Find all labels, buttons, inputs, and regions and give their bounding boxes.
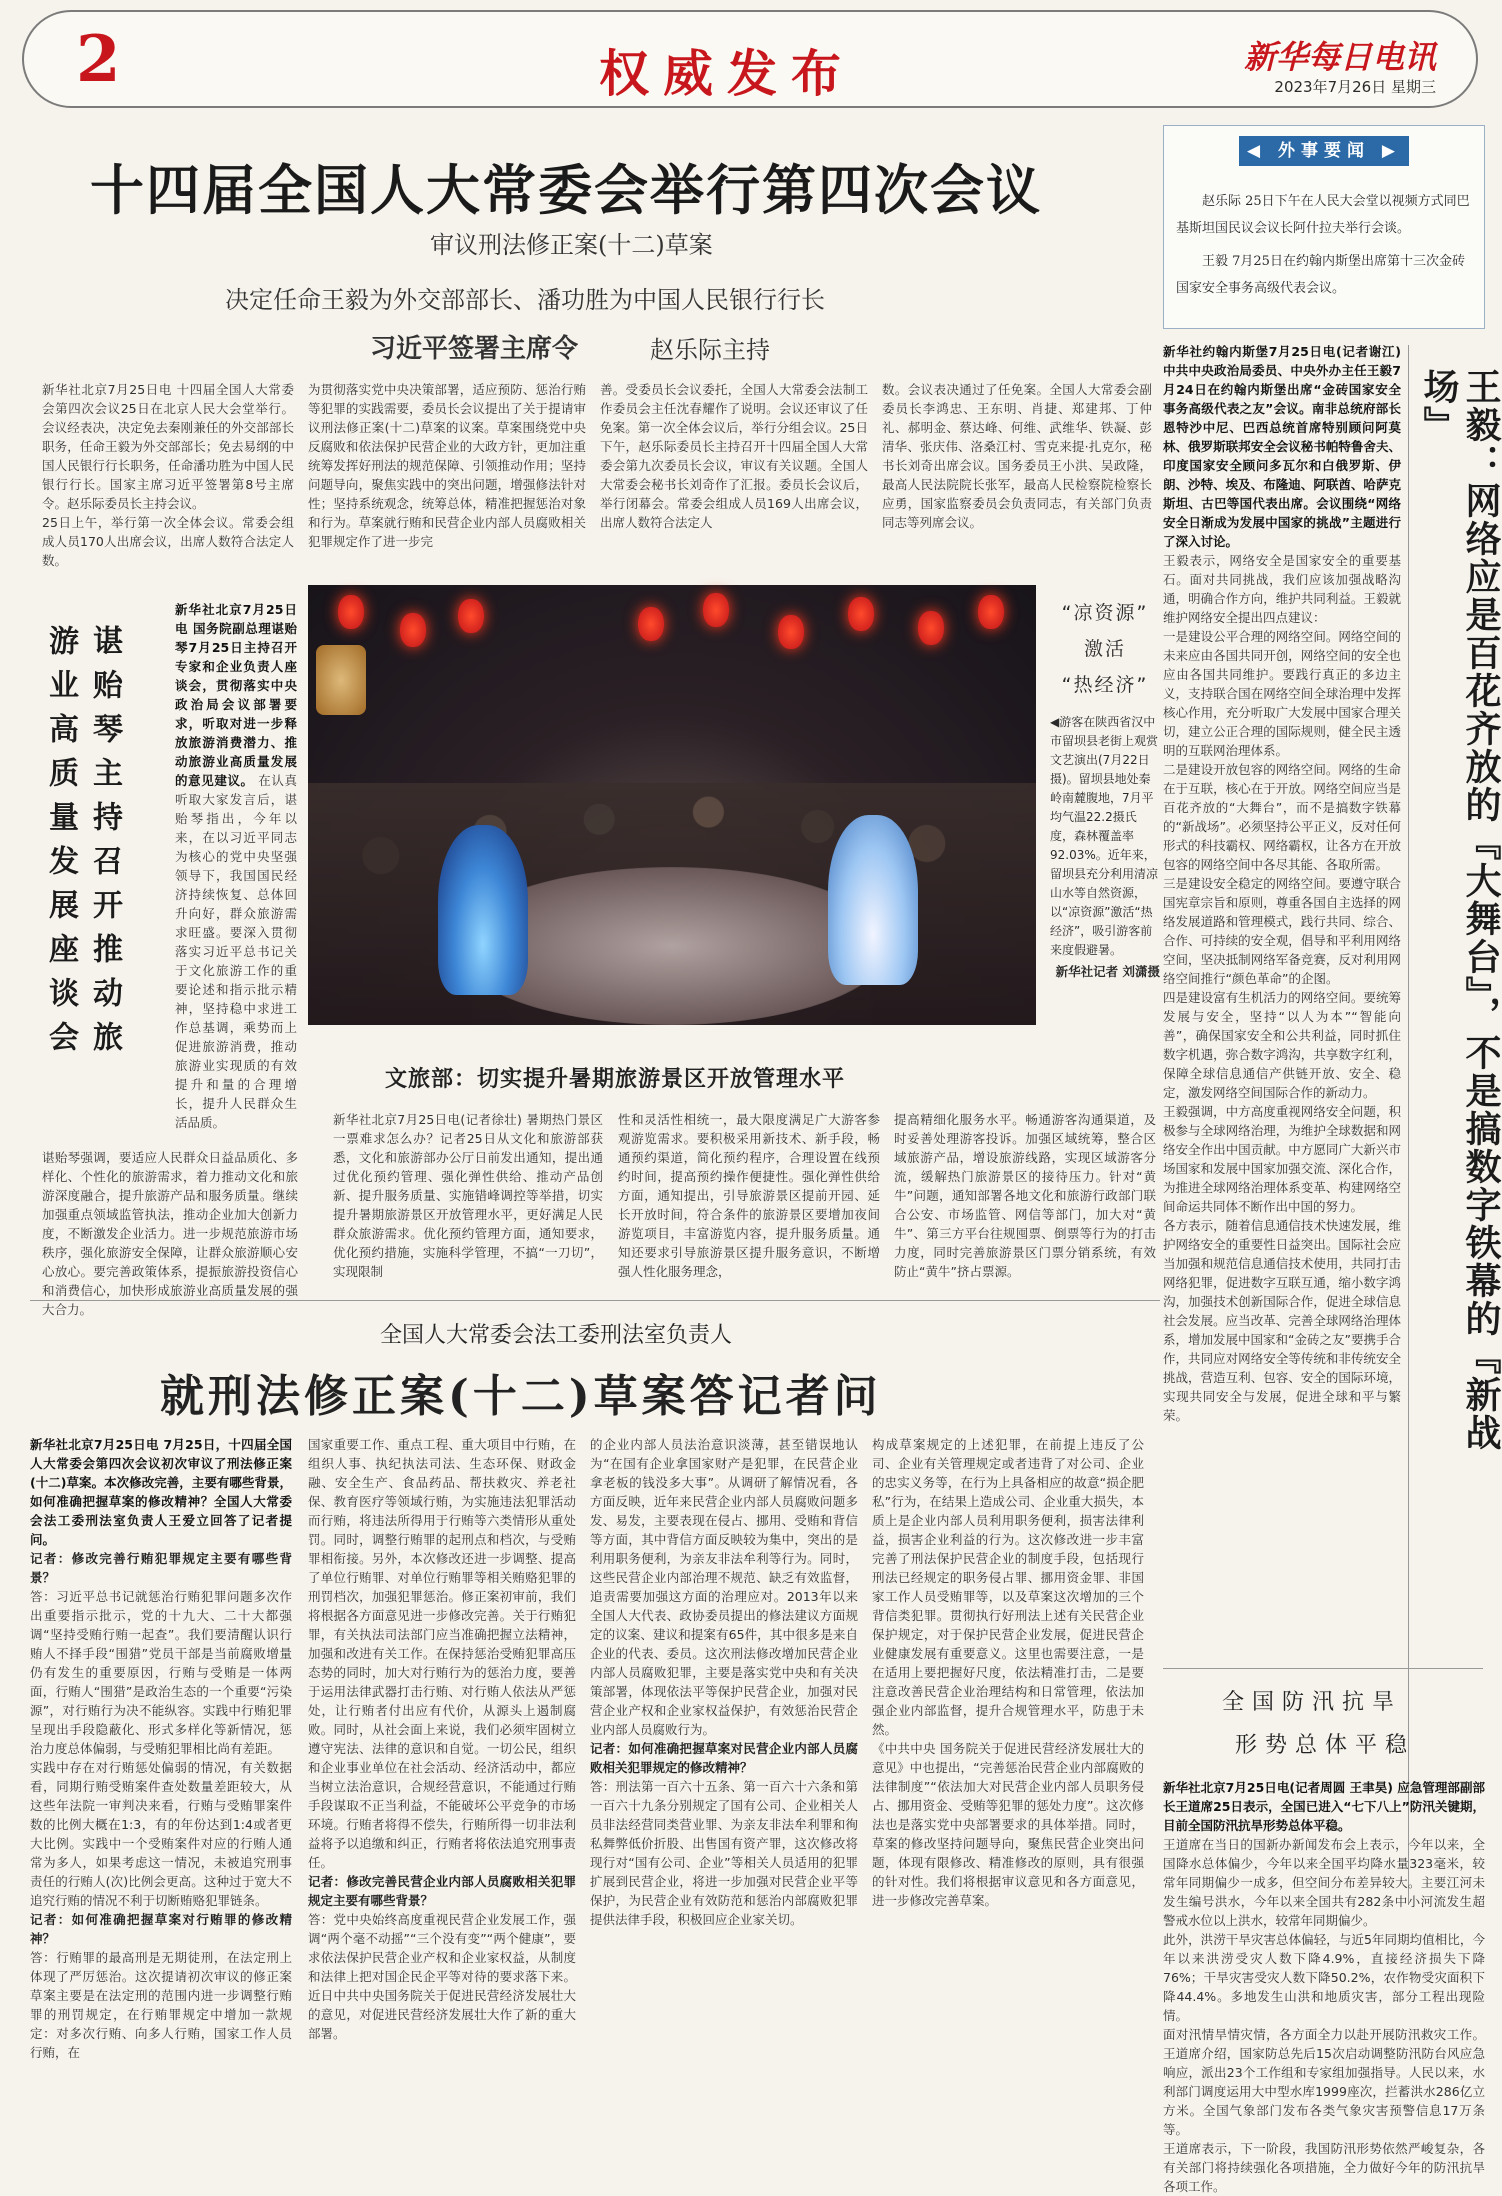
photo-side-title: “凉资源” [1061, 602, 1149, 624]
photo-side-caption [1050, 595, 1160, 983]
lead-subhead-4: 赵乐际主持 [650, 336, 770, 364]
interview-answer: 答：习近平总书记就惩治行贿犯罪问题多次作出重要指示批示，党的十九大、二十大都强调“坚持受贿行贿一起查”。我们要清醒认识行贿人不择手段“围猎”党员干部是当前腐败增量仍有发生的重要原因，行贿与受贿是一体两面，行贿人“围猎”是政治生态的一个重要“污染源”，对行贿行为决不能纵容。实践中行贿犯罪呈现出手段隐蔽化、形式多样化等新情况，惩治力度总体偏弱，与受贿犯罪相比尚有差距。 [30, 1589, 292, 1756]
brief-tag: ◀ 外事要闻 ▶ [1239, 136, 1409, 166]
interview-answer: 《中共中央 国务院关于促进民营经济发展壮大的意见》中也提出，“完善惩治民营企业内部腐败的法律制度”“依法加大对民营企业内部人员职务侵占、挪用资金、受贿等犯罪的惩处力度”。这次修法也是落实党中央部署要求的具体举措。同时，草案的修改坚持问题导向，聚焦民营企业突出问题，体现有限修改、精准修改的原则，具有很强的针对性。我们将根据审议意见和各方面意见，进一步修改完善草案。 [872, 1741, 1144, 1908]
photo-side-title: 激活 [1083, 638, 1126, 660]
lantern-decoration [918, 611, 944, 645]
wangyi-paragraph: 一是建设公平合理的网络空间。网络空间的未来应由各国共同开创，网络空间的安全也应由各国共同维护。要践行真正的多边主义，支持联合国在网络空间全球治理中发挥核心作用，充分听取广大发展中国家合理关切，建立公正合理的国际规则，健全民主透明的互联网治理体系。 [1163, 629, 1401, 758]
interview-column-3 [590, 1435, 858, 2163]
photo-credit: 新华社记者 刘潇摄 [1055, 964, 1160, 979]
interview-answer: 答：刑法第一百六十五条、第一百六十六条和第一百六十九条分别规定了国有公司、企业相关人员非法经营同类营业罪、为亲友非法牟利罪和徇私舞弊低价折股、出售国有资产罪，这次修改将现行对“国有公司、企业”等相关人员适用的犯罪扩展到民营企业，将进一步加强对民营企业平等保护，为民营企业有效防范和惩治内部腐败犯罪提供法律手段，积极回应企业家关切。 [590, 1779, 858, 1927]
interview-column-4 [872, 1435, 1144, 2163]
lead-paragraph: 25日上午，举行第一次全体会议。常委会组成人员170人出席会议，出席人数符合法定人数。 [42, 515, 294, 568]
wangyi-paragraph: 王毅表示，网络安全是国家安全的重要基石。面对共同挑战，我们应该加强战略沟通，明确合作方向，维护共同利益。王毅就维护网络安全提出四点建议： [1163, 553, 1401, 625]
lantern-decoration [458, 599, 484, 633]
wangyi-paragraph: 王毅强调，中方高度重视网络安全问题，积极参与全球网络治理，为维护全球数据和网络安全作出中国贡献。中方愿同广大新兴市场国家和发展中国家加强交流、深化合作，为推进全球网络治理体系变革、构建网络空间命运共同体不断作出中国的努力。 [1163, 1104, 1401, 1214]
lantern-decoration [778, 615, 804, 649]
lead-subhead-2: 决定任命王毅为外交部部长、潘功胜为中国人民银行行长 [225, 286, 825, 314]
section-divider [30, 1300, 1160, 1301]
lead-column-1 [42, 380, 294, 568]
interview-intro: 新华社北京7月25日电 7月25日，十四届全国人大常委会第四次会议初次审议了刑法修正案(十二)草案。本次修改完善，主要有哪些背景，如何准确把握草案的修改精神？全国人大常委会法工委刑法室负责人王爱立回答了记者提问。 [30, 1437, 292, 1547]
lead-headline: 十四届全国人大常委会举行第四次会议 [90, 158, 1042, 222]
interview-kicker: 全国人大常委会法工委刑法室负责人 [380, 1323, 733, 1348]
wangyi-paragraph: 各方表示，随着信息通信技术快速发展，维护网络安全的重要性日益突出。国际社会应当加强和规范信息通信技术使用，共同打击网络犯罪，促进数字互联互通，缩小数字鸿沟，加强技术创新国际合作，促进全球信息社会发展。应当改革、完善全球网络治理体系，增加发展中国家和“金砖之友”要携手合作，共同应对网络安全等传统和非传统安全挑战，营造互利、包容、安全的国际环境，实现共同安全与发展，促进全球和平与繁荣。 [1163, 1218, 1401, 1423]
page-number: 2 [76, 22, 121, 97]
lead-subhead-1: 审议刑法修正案(十二)草案 [430, 231, 713, 259]
interview-question: 记者：如何准确把握草案对民营企业内部人员腐败相关犯罪规定的修改精神？ [590, 1741, 858, 1775]
lantern-decoration [978, 595, 1004, 629]
section-title: 权威发布 [599, 44, 855, 103]
photo-side-title: “热经济” [1061, 674, 1149, 696]
tourism-forum-dateline: 新华社北京7月25日电 国务院副总理谌贻琴7月25日主持召开专家和企业负责人座谈会，贯彻落实中央政治局会议部署要求，听取对进一步释放旅游消费潜力、推动旅游业高质量发展的意见建议。 [175, 602, 297, 788]
wangyi-paragraph: 三是建设安全稳定的网络空间。要遵守联合国宪章宗旨和原则，尊重各国自主选择的网络发展道路和管理模式，践行共同、综合、合作、可持续的安全观，倡导和平利用网络空间，坚决抵制网络军备竞赛，反对利用网络空间推行“颜色革命”的企图。 [1163, 876, 1401, 986]
lantern-decoration [338, 595, 364, 629]
lantern-decoration [703, 593, 729, 627]
tourism-forum-paragraph: 在认真听取大家发言后，谌贻琴指出，今年以来，在以习近平同志为核心的党中央坚强领导下，我国国民经济持续恢复、总体回升向好，群众旅游需求旺盛。要深入贯彻落实习近平总书记关于文化旅游工作的重要论述和指示批示精神，坚持稳中求进工作总基调，乘势而上促进旅游消费，推动旅游业实现质的有效提升和量的合理增长，提升人民群众生活品质。 [175, 773, 297, 1130]
interview-question: 记者：修改完善行贿犯罪规定主要有哪些背景？ [30, 1551, 292, 1585]
section-divider [1163, 1668, 1483, 1669]
flood-paragraph: 此外，洪涝干旱灾害总体偏轻，与近5年同期均值相比，今年以来洪涝受灾人数下降4.9%，直接经济损失下降76%；干旱灾害受灾人数下降50.2%，农作物受灾面积下降44.4%。多地发生山洪和地质灾害，部分工程出现险情。 [1163, 1932, 1485, 2023]
tourism-forum-column-2: 谌贻琴强调，要适应人民群众日益品质化、多样化、个性化的旅游需求，着力推动文化和旅游深度融合，提升旅游产品和服务质量。继续加强重点领域监管执法，推动企业加大创新力度，不断激发企业活力。进一步规范旅游市场秩序，强化旅游安全保障，让群众旅游顺心安心放心。要完善政策体系，提振旅游投资信心和消费信心，加快形成旅游业高质量发展的强大合力。 [42, 1150, 298, 1317]
wangyi-headline: 王毅：网络应是百花齐放的『大舞台』，不是搞数字铁幕的『新战场』 [1418, 368, 1502, 1452]
wangyi-dateline: 新华社约翰内斯堡7月25日电(记者谢江) 中共中央政治局委员、中央外办主任王毅7月24日在约翰内斯堡出席“金砖国家安全事务高级代表之友”会议。南非总统府部长恩特沙中尼、巴西总统首席特别顾问阿莫林、俄罗斯联邦安全会议秘书帕特鲁舍夫、印度国家安全顾问多瓦尔和白俄罗斯、伊朗、沙特、埃及、布隆迪、阿联酋、哈萨克斯坦、古巴等国代表出席。会议围绕“网络安全日渐成为发展中国家的挑战”主题进行了深入讨论。 [1163, 344, 1401, 549]
lantern-decoration [638, 607, 664, 641]
news-photo-liuba-performance [308, 585, 1036, 1025]
lead-column-3: 善。受委员长会议委托，全国人大常委会法制工作委员会主任沈春耀作了说明。会议还审议了任免案。第一次全体会议后，举行分组会议。25日下午，赵乐际委员长主持召开十四届全国人大常委会第九次委员长会议，审议有关议题。全国人大常委会秘书长刘奇作了汇报。委员长会议后，举行闭幕会。常委会组成人员169人出席会议，出席人数符合法定人 [600, 382, 868, 530]
flood-paragraph: 王道席在当日的国新办新闻发布会上表示，今年以来，全国降水总体偏少，今年以来全国平均降水量323毫米，较常年同期偏少一成多，但空间分布差异较大。主要江河未发生编号洪水，今年以来全国共有282条中小河流发生超警戒水位以上洪水，较常年同期偏少。 [1163, 1837, 1485, 1928]
flood-title-line-1: 全国防汛抗旱 [1222, 1690, 1403, 1715]
interview-column-1 [30, 1435, 292, 2163]
photo-caption: ◀游客在陕西省汉中市留坝县老街上观赏文艺演出(7月22日摄)。留坝县地处秦岭南麓腹地，7月平均气温22.2摄氏度，森林覆盖率92.03%。近年来，留坝县充分利用清凉山水等自然资源，以“凉资源”激活“热经济”，吸引游客前来度假避暑。 [1050, 715, 1159, 957]
wenlu-column-3: 提高精细化服务水平。畅通游客沟通渠道，及时妥善处理游客投诉。加强区域统筹，整合区域旅游产品，增设旅游线路，实现区域游客分流，缓解热门旅游景区的接待压力。针对“黄牛”问题，通知部署各地文化和旅游行政部门联合公安、市场监管、网信等部门，加大对“黄牛”、第三方平台往规囤票、倒票等行为的打击力度，同时完善旅游景区门票分销系统，有效防止“黄牛”挤占票源。 [894, 1112, 1156, 1279]
lead-paragraph: 新华社北京7月25日电 十四届全国人大常委会第四次会议25日在北京人民大会堂举行。会议经表决，决定免去秦刚兼任的外交部部长职务，任命王毅为外交部部长；免去易纲的中国人民银行行长职务，任命潘功胜为中国人民银行行长。国家主席习近平签署第8号主席令。赵乐际委员长主持会议。 [42, 382, 294, 511]
lantern-decoration [400, 613, 426, 647]
interview-column-2 [308, 1435, 576, 2163]
interview-answer: 的企业内部人员法治意识淡薄，甚至错误地认为“在国有企业拿国家财产是犯罪，在民营企业拿老板的钱没多大事”。从调研了解情况看，各方面反映，近年来民营企业内部人员腐败问题多发、易发，主要表现在侵占、挪用、受贿和背信等方面，其中背信方面反映较为集中，突出的是利用职务便利，为亲友非法牟利等行为。同时，这些民营企业内部治理不规范、缺乏有效监督，追责需要加强这方面的治理应对。2013年以来全国人大代表、政协委员提出的修法建议方面规定的议案、建议和提案有65件，其中很多是来自企业的代表、委员。这次刑法修改增加民营企业内部人员腐败犯罪，主要是落实党中央和有关决策部署，体现依法平等保护民营企业，加强对民营企业产权和企业家权益保护，有效惩治民营企业内部人员腐败行为。 [590, 1437, 858, 1737]
page-masthead [22, 10, 1478, 108]
lantern-decoration [848, 597, 874, 631]
publication-date: 2023年7月26日 星期三 [1274, 78, 1436, 96]
interview-headline: 就刑法修正案(十二)草案答记者问 [160, 1371, 882, 1422]
tourism-forum-column-1 [175, 600, 297, 1145]
interview-answer: 构成草案规定的上述犯罪，在前提上违反了公司、企业有关管理规定或者违背了对公司、企业的忠实义务等，在行为上具备相应的故意“损企肥私”行为，在结果上造成公司、企业重大损失，本质上是企业内部人员利用职务便利，损害法律利益，损害企业利益的行为。这次修改进一步丰富完善了刑法保护民营企业的制度手段，包括现行刑法已经规定的职务侵占罪、挪用资金罪、非国家工作人员受贿罪等，以及草案这次增加的三个背信类犯罪。贯彻执行好刑法上述有关民营企业保护规定，对于保护民营企业发展，促进民营企业健康发展有重要意义。这里也需要注意，一是在适用上要把握好尺度，依法精准打击，二是要注意改善民营企业治理结构和日常管理，依法加强企业内部监督，提升合规管理水平，防患于未然。 [872, 1437, 1144, 1737]
lead-column-2: 为贯彻落实党中央决策部署，适应预防、惩治行贿等犯罪的实践需要，委员长会议提出了关于提请审议刑法修正案(十二)草案的议案。草案围绕党中央反腐败和依法保护民营企业的大政方针，更加注重统筹发挥好刑法的规范保障、引领推动作用；坚持问题导向，聚焦实践中的突出问题，增强修法针对性；坚持系统观念，统筹总体，精准把握惩治对象和行为。草案就行贿和民营企业内部人员腐败相关犯罪规定作了进一步完 [308, 382, 586, 549]
brief-item: 王毅 7月25日在约翰内斯堡出席第十三次金砖国家安全事务高级代表会议。 [1176, 254, 1465, 296]
wenlu-column-1: 新华社北京7月25日电(记者徐壮) 暑期热门景区一票难求怎么办？记者25日从文化和旅游部获悉，文化和旅游部办公厅日前发出通知，提出通过优化预约管理、强化弹性供给、推动产品创新、提升服务质量、实施错峰调控等举措，切实提升暑期旅游景区开放管理水平，更好满足人民群众旅游需求。优化预约管理方面，通知要求，优化预约措施，实施科学管理，不搞“一刀切”，实现限制 [333, 1112, 603, 1279]
wangyi-article [1163, 342, 1401, 1717]
dancer-figure [828, 815, 918, 985]
flood-article [1163, 1778, 1485, 2194]
wenlu-headline: 文旅部：切实提升暑期旅游景区开放管理水平 [385, 1067, 846, 1092]
lamp-decoration [316, 645, 366, 715]
wangyi-paragraph: 二是建设开放包容的网络空间。网络的生命在于互联，核心在于开放。网络空间应当是百花齐放的“大舞台”，而不是搞数字铁幕的“新战场”。必须坚持公平正义，反对任何形式的科技霸权、网络霸权，让各方在开放包容的网络空间中各尽其能、各取所需。 [1163, 762, 1401, 872]
interview-answer: 答：行贿罪的最高刑是无期徒刑，在法定刑上体现了严厉惩治。这次提请初次审议的修正案草案主要是在法定刑的范围内进一步调整行贿罪的刑罚规定，在行贿罪规定中增加一款规定：对多次行贿、向多人行贿，国家工作人员行贿，在 [30, 1950, 292, 2060]
interview-answer: 实践中存在对行贿惩处偏弱的情况，有关数据看，同期行贿受贿案件查处数量差距较大，从这些年法院一审判决来看，行贿与受贿罪案件数的比例大概在1:3，有的年份达到1:4或者更大比例。实践中一个受贿案件对应的行贿人通常为多人，如果考虑这一情况，未被追究刑事责任的行贿人(次)比例会更高。这种过于宽大不追究行贿的情况不利于切断贿赂犯罪链条。 [30, 1760, 292, 1908]
foreign-affairs-brief [1163, 125, 1485, 329]
newspaper-brand [1244, 32, 1436, 78]
lead-column-4: 数。会议表决通过了任免案。全国人大常委会副委员长李鸿忠、王东明、肖捷、郑建邦、丁仲礼、郝明金、蔡达峰、何维、武维华、铁凝、彭清华、张庆伟、洛桑江村、雪克来提·扎克尔，秘书长刘奇出席会议。国务委员王小洪、吴政隆，最高人民法院院长张军，最高人民检察院检察长应勇，国家监察委员会负责同志，有关部门负责同志等列席会议。 [882, 382, 1152, 530]
wenlu-column-2: 性和灵活性相统一，最大限度满足广大游客参观游览需求。要积极采用新技术、新手段，畅通预约渠道，简化预约程序，合理设置在线预约时间，提高预约操作便捷性。强化弹性供给方面，通知提出，引导旅游景区提前开园、延长开放时间，符合条件的旅游景区要增加夜间游览项目，丰富游览内容，提升服务质量。通知还要求引导旅游景区提升服务意识，不断增强人性化服务理念， [618, 1112, 880, 1279]
interview-answer: 国家重要工作、重点工程、重大项目中行贿，在组织人事、执纪执法司法、生态环保、财政金融、安全生产、食品药品、帮扶救灾、养老社保、教育医疗等领域行贿，为实施违法犯罪活动而行贿，将违法所得用于行贿等六类情形从重处罚。同时，调整行贿罪的起刑点和档次，与受贿罪相衔接。另外，本次修改还进一步调整、提高了单位行贿罪、对单位行贿罪等相关贿赂犯罪的刑罚档次，加强犯罪惩治。修正案初审前，我们将根据各方面意见进一步修改完善。关于行贿犯罪，有关执法司法部门应当准确把握立法精神，加强和改进有关工作。在保持惩治受贿犯罪高压态势的同时，加大对行贿行为的惩治力度，要善于运用法律武器打击行贿、对行贿人依法从严惩处，让行贿者付出应有代价，从源头上遏制腐败。同时，从社会面上来说，我们必须牢固树立遵守宪法、法律的意识和自觉。一切公民，组织和企业事业单位在社会活动、经济活动中，都应当树立法治意识，合规经营意识，不能通过行贿手段谋取不正当利益，不能破坏公平竞争的市场环境。行贿者将得不偿失，行贿所得一切非法利益将予以追缴和纠正，行贿者将依法追究刑事责任。 [308, 1437, 576, 1870]
interview-question: 记者：修改完善民营企业内部人员腐败相关犯罪规定主要有哪些背景？ [308, 1874, 576, 1908]
flood-dateline: 新华社北京7月25日电(记者周圆 王聿昊) 应急管理部副部长王道席25日表示，全国已进入“七下八上”防汛关键期，目前全国防汛抗旱形势总体平稳。 [1163, 1780, 1485, 1833]
column-divider [1408, 345, 1409, 1905]
brief-item: 赵乐际 25日下午在人民大会堂以视频方式同巴基斯坦国民议会议长阿什拉夫举行会谈。 [1176, 194, 1470, 236]
interview-answer: 答：党中央始终高度重视民营企业发展工作，强调“两个毫不动摇”“三个没有变”“两个健康”，要求依法保护民营企业产权和企业家权益，从制度和法律上把对国企民企平等对待的要求落下来。近日中共中央国务院关于促进民营经济发展壮大的意见，对促进民营经济发展壮大作了新的重大部署。 [308, 1912, 576, 2041]
brand-text: 新华每日电讯 [1243, 38, 1436, 76]
interview-question: 记者：如何准确把握草案对行贿罪的修改精神？ [30, 1912, 292, 1946]
flood-paragraph: 王道席表示，下一阶段，我国防汛形势依然严峻复杂，各有关部门将持续强化各项措施，全力做好今年的防汛抗旱各项工作。 [1163, 2141, 1485, 2194]
flood-paragraph: 面对汛情旱情灾情，各方面全力以赴开展防汛救灾工作。王道席介绍，国家防总先后15次启动调整防汛防台风应急响应，派出23个工作组和专家组加强指导。人民以来，水利部门调度运用大中型水库1999座次，拦蓄洪水286亿立方米。全国气象部门发布各类气象灾害预警信息17万条等。 [1163, 2027, 1485, 2137]
tourism-forum-title: 谌贻琴主持召开推动旅游业高质量发展座谈会 [43, 625, 122, 1065]
dancer-figure [438, 825, 528, 995]
wangyi-paragraph: 四是建设富有生机活力的网络空间。要统筹发展与安全，坚持“以人为本”“智能向善”，确保国家安全和公共利益，同时抓住数字机遇，弥合数字鸿沟，共享数字红利，保障全球信息通信产供链开放、安全、稳定，激发网络空间国际合作的新动力。 [1163, 990, 1401, 1100]
lead-subhead-3: 习近平签署主席令 [370, 334, 579, 364]
flood-title-line-2: 形势总体平稳 [1235, 1733, 1416, 1758]
